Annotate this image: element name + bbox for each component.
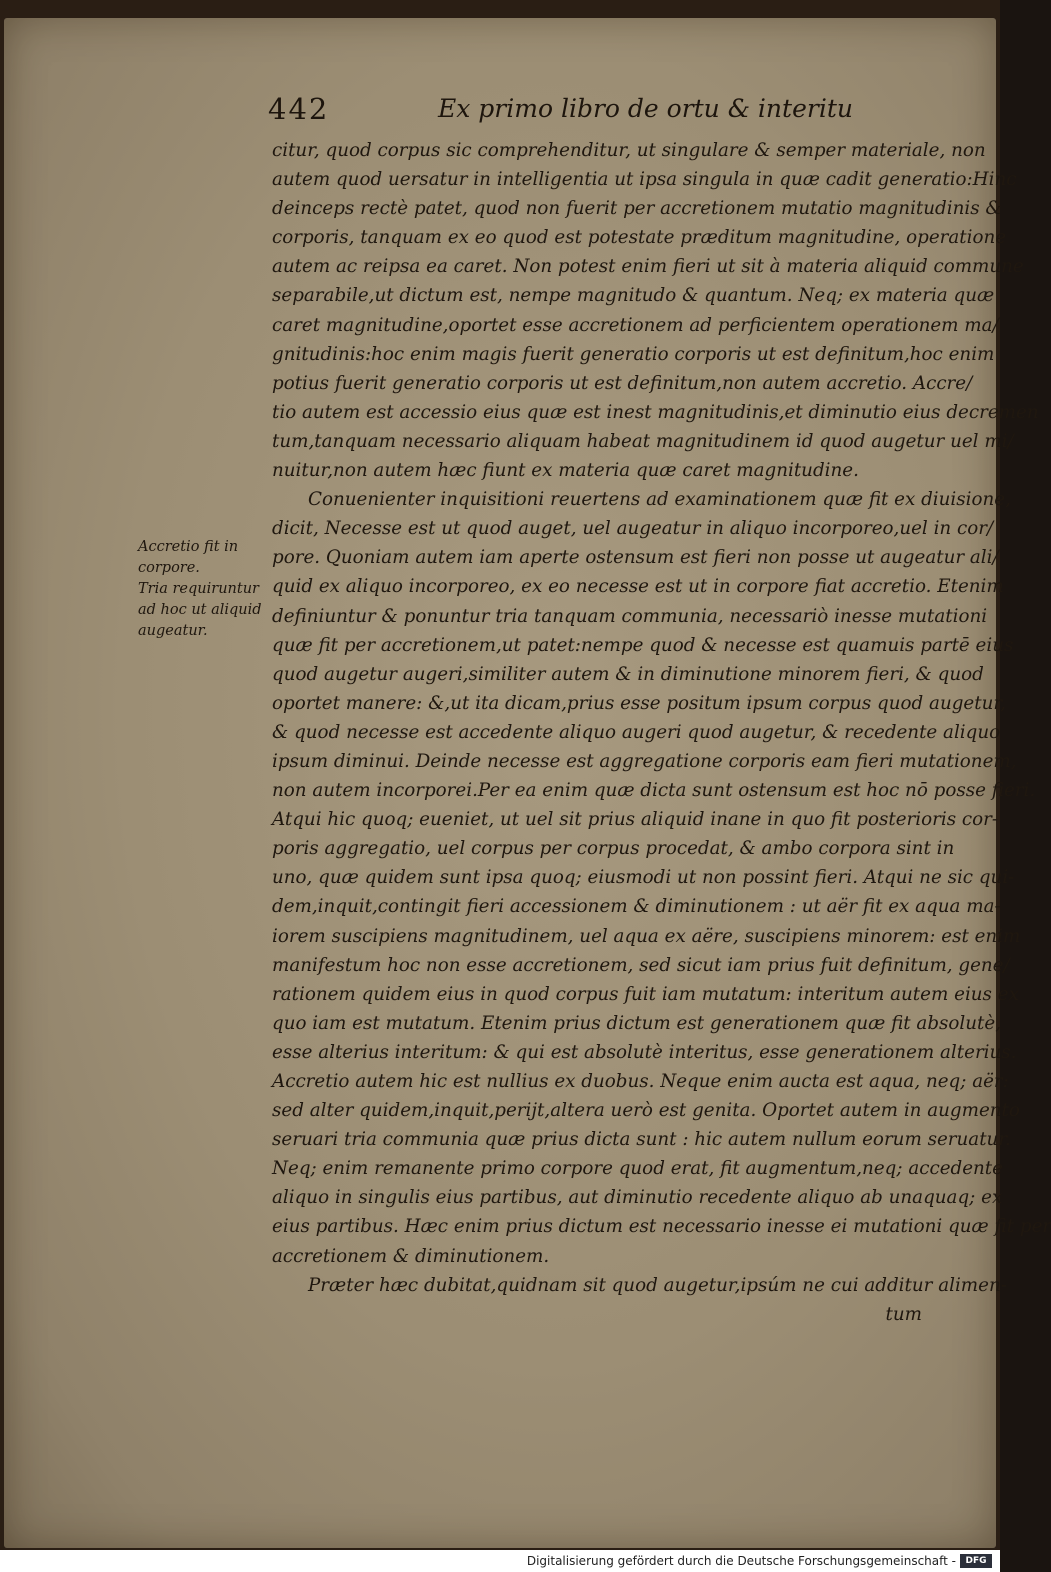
text-line: deinceps rectè patet, quod non fuerit per accretionem mutatio magnitudinis & bbox=[272, 198, 1002, 220]
text-line: Atqui hic quoq; eueniet, ut uel sit prius aliquid inane in quo fit posterioris cor- bbox=[272, 809, 999, 831]
text-line: Conuenienter inquisitioni reuertens ad examinationem quæ fit ex diuisione, bbox=[308, 489, 1011, 511]
text-line: Accretio autem hic est nullius ex duobus. Neque enim aucta est aqua, neq; aër: bbox=[272, 1071, 1009, 1092]
text-line: esse alterius interitum: & qui est absolutè interitus, esse generationem alterius. bbox=[272, 1041, 1017, 1063]
margin-note-line: augeatur. bbox=[138, 623, 208, 639]
margin-note-line: Tria requiruntur bbox=[138, 581, 259, 597]
text-line: ipsum diminui. Deinde necesse est aggregatione corporis eam fieri mutationem, bbox=[272, 750, 1017, 772]
text-line: potius fuerit generatio corporis ut est definitum,non autem accretio. Accre/ bbox=[272, 372, 973, 394]
body-text bbox=[272, 136, 1051, 1329]
text-line: sed alter quidem,inquit,perijt,altera uerò est genita. Oportet autem in augmento bbox=[272, 1100, 1020, 1122]
text-line: quid ex aliquo incorporeo, ex eo necesse est ut in corpore fiat accretio. Etenim bbox=[272, 576, 1004, 598]
catchword: tum bbox=[885, 1303, 922, 1325]
margin-note-line: corpore. bbox=[138, 560, 200, 576]
text-line: dem,inquit,contingit fieri accessionem & diminutionem : ut aër fit ex aqua ma- bbox=[272, 896, 1001, 918]
page-number: 442 bbox=[268, 92, 330, 126]
text-line: poris aggregatio, uel corpus per corpus procedat, & ambo corpora sint in bbox=[272, 838, 955, 860]
text-line: non autem incorporei.Per ea enim quæ dicta sunt ostensum est hoc nō posse fieri. bbox=[272, 780, 1036, 802]
text-line: Præter hæc dubitat,quidnam sit quod augetur,ipsúm ne cui additur alimen- bbox=[308, 1274, 1007, 1296]
text-line: dicit, Necesse est ut quod auget, uel augeatur in aliquo incorporeo,uel in cor/ bbox=[272, 518, 994, 540]
text-line: citur, quod corpus sic comprehenditur, ut singulare & semper materiale, non bbox=[272, 140, 986, 161]
text-line: & quod necesse est accedente aliquo augeri quod augetur, & recedente aliquo bbox=[272, 721, 1001, 743]
text-line: eius partibus. Hæc enim prius dictum est necessario inesse ei mutationi quæ fit per bbox=[272, 1216, 1051, 1238]
text-line: tum,tanquam necessario aliquam habeat magnitudinem id quod augetur uel mi/ bbox=[272, 430, 1014, 452]
text-line: separabile,ut dictum est, nempe magnitudo & quantum. Neq; ex materia quæ bbox=[272, 285, 995, 307]
text-line: seruari tria communia quæ prius dicta sunt : hic autem nullum eorum seruatur. bbox=[272, 1129, 1011, 1151]
text-line: uno, quæ quidem sunt ipsa quoq; eiusmodi ut non possint fieri. Atqui ne sic qui- bbox=[272, 867, 1015, 889]
margin-note bbox=[138, 537, 272, 642]
text-line: quod augetur augeri,similiter autem & in diminutione minorem fieri, & quod bbox=[272, 663, 984, 685]
margin-note-line: Accretio fit in bbox=[138, 539, 239, 555]
text-line: iorem suscipiens magnitudinem, uel aqua ex aëre, suscipiens minorem: est enim bbox=[272, 925, 1021, 947]
text-line: definiuntur & ponuntur tria tanquam communia, necessariò inesse mutationi bbox=[272, 605, 988, 627]
footer-credit: Digitalisierung gefördert durch die Deutsche Forschungsgemeinschaft - bbox=[526, 1554, 956, 1568]
text-line: accretionem & diminutionem. bbox=[272, 1245, 550, 1267]
text-line: manifestum hoc non esse accretionem, sed sicut iam prius fuit definitum, gene/ bbox=[272, 954, 1010, 976]
text-line: caret magnitudine,oportet esse accretionem ad perficientem operationem ma/ bbox=[272, 314, 999, 336]
text-line: tio autem est accessio eius quæ est inest magnitudinis,et diminutio eius decremen bbox=[272, 401, 1039, 423]
dfg-logo: DFG bbox=[960, 1554, 992, 1568]
text-line: corporis, tanquam ex eo quod est potestate præditum magnitudine, operatione bbox=[272, 227, 1007, 249]
text-line: autem quod uersatur in intelligentia ut ipsa singula in quæ cadit generatio:Hinc bbox=[272, 169, 1017, 191]
text-line: aliquo in singulis eius partibus, aut diminutio recedente aliquo ab unaquaq; ex bbox=[272, 1187, 1003, 1209]
text-line: gnitudinis:hoc enim magis fuerit generatio corporis ut est definitum,hoc enim bbox=[272, 343, 995, 365]
text-line: quo iam est mutatum. Etenim prius dictum est generationem quæ fit absolutè, bbox=[272, 1012, 1002, 1034]
text-line: rationem quidem eius in quod corpus fuit iam mutatum: interitum autem eius ex bbox=[272, 983, 1019, 1005]
page-header bbox=[268, 92, 853, 132]
text-line: nuitur,non autem hæc fiunt ex materia quæ caret magnitudine. bbox=[272, 460, 859, 482]
text-line: Neq; enim remanente primo corpore quod erat, fit augmentum,neq; accedente bbox=[272, 1158, 1003, 1180]
text-line: oportet manere: &,ut ita dicam,prius esse positum ipsum corpus quod augetur, bbox=[272, 692, 1006, 714]
text-line: pore. Quoniam autem iam aperte ostensum est fieri non posse ut augeatur ali/ bbox=[272, 547, 999, 569]
running-head: Ex primo libro de ortu & interitu bbox=[438, 94, 853, 123]
text-line: quæ fit per accretionem,ut patet:nempe quod & necesse est quamuis partē eius bbox=[272, 634, 1014, 656]
text-line: autem ac reipsa ea caret. Non potest enim fieri ut sit à materia aliquid commune bbox=[272, 256, 1024, 278]
footer-bar bbox=[0, 1550, 1000, 1572]
margin-note-line: ad hoc ut aliquid bbox=[138, 602, 262, 618]
